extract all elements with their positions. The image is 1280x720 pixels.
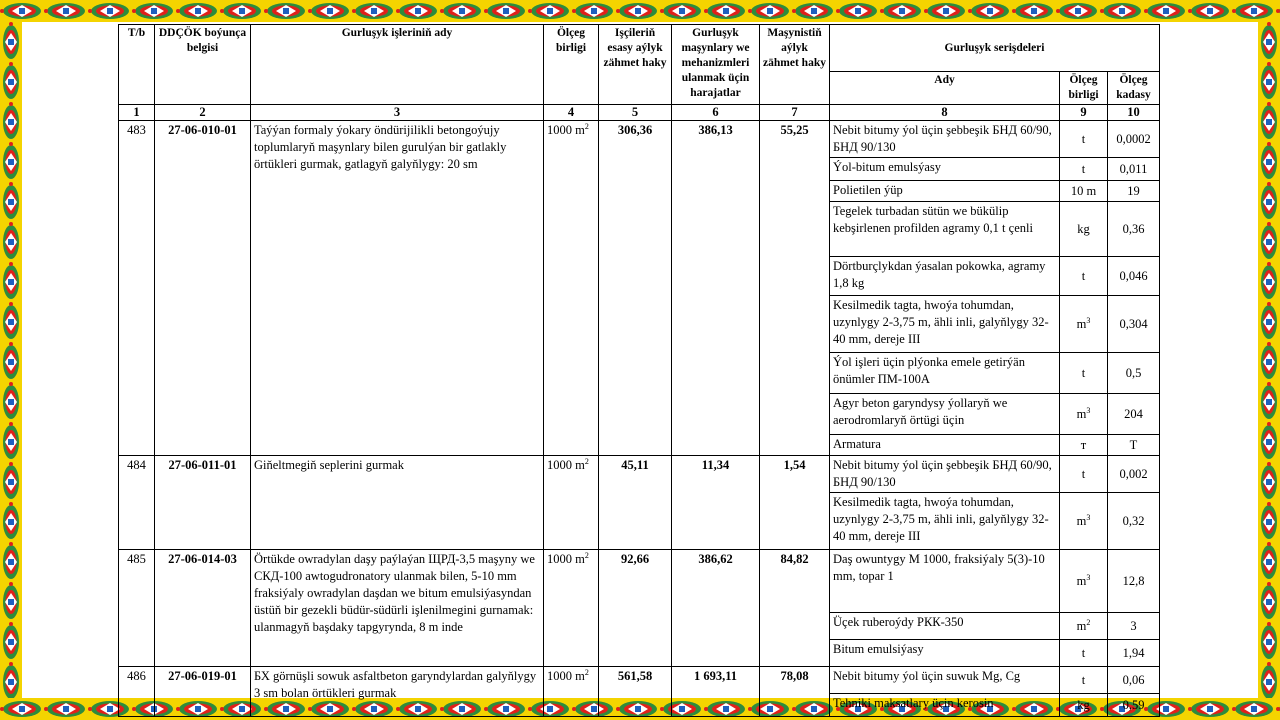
item-labor-wage: 92,66 <box>599 550 672 667</box>
unit-text: 1000 m <box>547 123 585 137</box>
material-unit <box>1060 121 1108 158</box>
unit-text: 1000 m <box>547 669 585 683</box>
material-quantity: 0,0002 <box>1108 121 1160 158</box>
material-name: Dörtburçlykdan ýasalan pokowka, agramy 1,8 kg <box>830 257 1060 296</box>
norm-row <box>119 456 1160 493</box>
material-quantity: 0,011 <box>1108 158 1160 181</box>
material-name: Üçek ruberoýdy РКК-350 <box>830 613 1060 640</box>
material-quantity: 204 <box>1108 394 1160 435</box>
material-unit <box>1060 202 1108 257</box>
header-code: DDÇÖK boýunça belgisi <box>155 25 251 105</box>
item-labor-wage: 45,11 <box>599 456 672 550</box>
header-unit: Ölçeg birligi <box>544 25 599 105</box>
item-operator-wage: 1,54 <box>760 456 830 550</box>
material-unit <box>1060 181 1108 202</box>
material-quantity: 0,59 <box>1108 694 1160 717</box>
material-unit <box>1060 493 1108 550</box>
material-name: Nebit bitumy ýol üçin suwuk Mg, Cg <box>830 667 1060 694</box>
unit-text: m <box>1076 406 1087 421</box>
material-name: Ýol işleri üçin plýonka emele getirýän önümler ПМ-100А <box>830 353 1060 394</box>
item-unit <box>544 121 599 456</box>
item-machine-cost: 1 693,11 <box>672 667 760 717</box>
material-name: Agyr beton garyndysy ýollaryň we aerodromlaryň örtügi üçin <box>830 394 1060 435</box>
header-machine-cost: Gurluşyk maşynlary we mehanizmleri ulanmak üçin harajatlar <box>672 25 760 105</box>
norm-row <box>119 667 1160 694</box>
estimate-norms-table <box>118 24 1160 717</box>
item-number: 485 <box>119 550 155 667</box>
material-unit <box>1060 394 1108 435</box>
unit-text: m <box>1076 618 1087 633</box>
unit-text: kg <box>1077 697 1090 712</box>
ornament-border-top <box>0 0 1280 22</box>
column-number-row <box>119 105 1160 121</box>
item-operator-wage: 84,82 <box>760 550 830 667</box>
material-name: Nebit bitumy ýol üçin şebbeşik БНД 60/90, БНД 90/130 <box>830 121 1060 158</box>
material-quantity: 0,06 <box>1108 667 1160 694</box>
unit-text: t <box>1081 672 1086 687</box>
material-quantity: 0,304 <box>1108 296 1160 353</box>
column-number: 1 <box>119 105 155 121</box>
material-unit <box>1060 353 1108 394</box>
unit-text: t <box>1081 161 1086 176</box>
unit-text: 10 m <box>1070 183 1097 198</box>
document-page <box>22 22 1258 712</box>
material-name: Tegelek turbadan sütün we bükülip kebşirlenen profilden agramy 0,1 t çenli <box>830 202 1060 257</box>
column-number: 3 <box>251 105 544 121</box>
unit-text: 1000 m <box>547 458 585 472</box>
header-operator-wage: Maşynistiň aýlyk zähmet haky <box>760 25 830 105</box>
material-unit <box>1060 550 1108 613</box>
unit-text: т <box>1080 437 1087 452</box>
item-work-name: Giňeltmegiň seplerini gurmak <box>251 456 544 550</box>
unit-exponent: 3 <box>1086 512 1091 522</box>
header-materials: Gurluşyk serişdeleri <box>830 25 1160 72</box>
item-operator-wage: 55,25 <box>760 121 830 456</box>
material-quantity: T <box>1108 435 1160 456</box>
header-work-name: Gurluşyk işleriniň ady <box>251 25 544 105</box>
material-unit <box>1060 435 1108 456</box>
item-machine-cost: 11,34 <box>672 456 760 550</box>
header-material-unit: Ölçeg birligi <box>1060 72 1108 105</box>
item-unit <box>544 667 599 717</box>
unit-exponent: 2 <box>584 667 589 677</box>
material-name: Polietilen ýüp <box>830 181 1060 202</box>
item-work-name: Taýýan formaly ýokary öndürijilikli betongoýujy toplumlaryň maşynlary bilen gurulýan bir gatlakly örtükleri gurmak, gatlagyň galyňlygy: 20 sm <box>251 121 544 456</box>
unit-text: kg <box>1077 221 1090 236</box>
material-unit <box>1060 158 1108 181</box>
material-quantity: 0,5 <box>1108 353 1160 394</box>
unit-exponent: 3 <box>1086 405 1091 415</box>
material-name: Daş owuntygy M 1000, fraksiýaly 5(3)-10 mm, topar 1 <box>830 550 1060 613</box>
material-unit <box>1060 640 1108 667</box>
column-number: 2 <box>155 105 251 121</box>
item-number: 486 <box>119 667 155 717</box>
item-unit <box>544 456 599 550</box>
material-quantity: 3 <box>1108 613 1160 640</box>
unit-text: m <box>1076 316 1087 331</box>
column-number: 4 <box>544 105 599 121</box>
item-code: 27-06-014-03 <box>155 550 251 667</box>
item-code: 27-06-011-01 <box>155 456 251 550</box>
material-name: Armatura <box>830 435 1060 456</box>
item-labor-wage: 561,58 <box>599 667 672 717</box>
material-quantity: 0,046 <box>1108 257 1160 296</box>
unit-text: m <box>1076 573 1087 588</box>
material-unit <box>1060 296 1108 353</box>
unit-exponent: 2 <box>1086 617 1091 627</box>
column-number: 8 <box>830 105 1060 121</box>
column-number: 9 <box>1060 105 1108 121</box>
item-number: 483 <box>119 121 155 456</box>
ornament-border-right <box>1258 22 1280 698</box>
material-quantity: 12,8 <box>1108 550 1160 613</box>
material-name: Tehniki maksatlary üçin kerosin <box>830 694 1060 717</box>
item-work-name: БХ görnüşli sowuk asfaltbeton garyndylardan galyňlygy 3 sm bolan örtükleri gurmak <box>251 667 544 717</box>
material-unit <box>1060 257 1108 296</box>
header-material-qty: Ölçeg kadasy <box>1108 72 1160 105</box>
header-material-name: Ady <box>830 72 1060 105</box>
unit-exponent: 3 <box>1086 315 1091 325</box>
column-number: 6 <box>672 105 760 121</box>
header-tb: T/b <box>119 25 155 105</box>
unit-text: t <box>1081 268 1086 283</box>
unit-exponent: 2 <box>584 550 589 560</box>
item-machine-cost: 386,62 <box>672 550 760 667</box>
material-quantity: 19 <box>1108 181 1160 202</box>
material-unit <box>1060 456 1108 493</box>
item-code: 27-06-010-01 <box>155 121 251 456</box>
material-quantity: 1,94 <box>1108 640 1160 667</box>
material-unit <box>1060 667 1108 694</box>
unit-exponent: 3 <box>1086 572 1091 582</box>
material-name: Bitum emulsiýasy <box>830 640 1060 667</box>
item-machine-cost: 386,13 <box>672 121 760 456</box>
material-name: Nebit bitumy ýol üçin şebbeşik БНД 60/90, БНД 90/130 <box>830 456 1060 493</box>
material-quantity: 0,32 <box>1108 493 1160 550</box>
column-number: 7 <box>760 105 830 121</box>
unit-text: t <box>1081 131 1086 146</box>
unit-text: m <box>1076 513 1087 528</box>
material-unit <box>1060 613 1108 640</box>
unit-text: t <box>1081 466 1086 481</box>
column-number: 5 <box>599 105 672 121</box>
material-quantity: 0,36 <box>1108 202 1160 257</box>
norm-row <box>119 121 1160 158</box>
norm-row <box>119 550 1160 613</box>
item-code: 27-06-019-01 <box>155 667 251 717</box>
material-name: Kesilmedik tagta, hwoýa tohumdan, uzynlygy 2-3,75 m, ähli inli, galyňlygy 32-40 mm, dereje III <box>830 493 1060 550</box>
unit-text: t <box>1081 365 1086 380</box>
item-labor-wage: 306,36 <box>599 121 672 456</box>
unit-text: t <box>1081 645 1086 660</box>
item-number: 484 <box>119 456 155 550</box>
item-work-name: Örtükde owradylan daşy paýlaýan ЩРД-3,5 maşyny we СКД-100 awtogudronatory ulanmak bilen, 5-10 mm fraksiýaly owradylan daşdan we bitum emulsiýasyndan üstüň bir gezekli büdür-südürli işlenilmegini gurnamak: ulanmagyň başdaky tapgyrynda, 8 m inde <box>251 550 544 667</box>
material-quantity: 0,002 <box>1108 456 1160 493</box>
material-name: Kesilmedik tagta, hwoýa tohumdan, uzynlygy 2-3,75 m, ähli inli, galyňlygy 32-40 mm, dereje III <box>830 296 1060 353</box>
header-row <box>119 25 1160 72</box>
material-unit <box>1060 694 1108 717</box>
column-number: 10 <box>1108 105 1160 121</box>
unit-exponent: 2 <box>584 121 589 131</box>
ornament-border-left <box>0 22 22 698</box>
unit-text: 1000 m <box>547 552 585 566</box>
unit-exponent: 2 <box>584 456 589 466</box>
item-operator-wage: 78,08 <box>760 667 830 717</box>
header-labor-wage: Işçileriň esasy aýlyk zähmet haky <box>599 25 672 105</box>
item-unit <box>544 550 599 667</box>
material-name: Ýol-bitum emulsýasy <box>830 158 1060 181</box>
